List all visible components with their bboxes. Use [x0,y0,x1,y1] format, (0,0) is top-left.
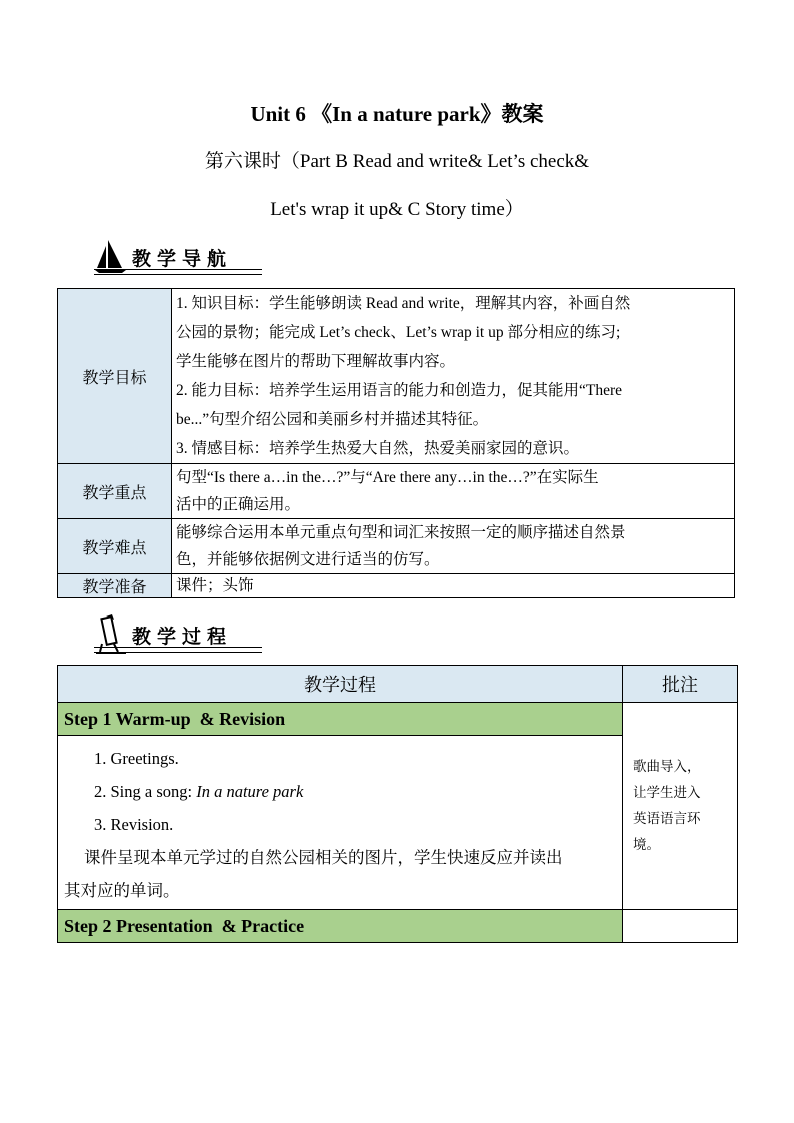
song-title: In a nature park [196,782,304,801]
objectives-header: 教学目标 [58,289,172,464]
preparation-row [58,574,735,598]
difficulties-content [172,519,735,574]
objectives-row [58,289,735,464]
step2-notes [623,910,738,943]
step2-title: Step 2 Presentation & Practice [58,910,623,943]
difficulties-line: 色，并能够依据例文进行适当的仿写。 [176,551,440,568]
greetings-item: 1. Greetings. [94,749,179,768]
objectives-line: 3. 情感目标：培养学生热爱大自然，热爱美丽家园的意识。 [176,440,580,457]
preparation-header: 教学准备 [58,574,172,598]
teaching-navigation-banner [92,236,262,278]
process-header-row [58,666,738,703]
banner-underline [94,269,262,275]
document-title: Unit 6 《In a nature park》教案 [250,102,544,126]
objectives-line: 1. 知识目标：学生能够朗读 Read and write，理解其内容，补画自然 [176,295,631,312]
banner-underline [94,647,262,653]
step1-content [58,736,623,910]
objectives-line: 公园的景物；能完成 Let’s check、Let’s wrap it up 部分相应的练习; [176,324,621,341]
sing-song-item [64,775,616,808]
lesson-subtitle-line1: 第六课时（Part B Read and write& Let’s check& [204,151,590,172]
step2-title-row [58,910,738,943]
key-points-line: 句型“Is there a…in the…?”与“Are there any…in the…?”在实际生 [176,469,599,486]
step1-title: Step 1 Warm-up & Revision [58,703,623,736]
teaching-navigation-label: 教学导航 [132,248,233,270]
teaching-process-banner [92,614,262,656]
difficulties-line: 能够综合运用本单元重点句型和词汇来按照一定的顺序描述自然景 [176,524,626,541]
teaching-process-label: 教学过程 [132,626,233,648]
difficulties-header: 教学难点 [58,519,172,574]
key-points-header: 教学重点 [58,464,172,519]
process-column-header: 教学过程 [58,666,623,703]
objectives-content [172,289,735,464]
sing-song-prefix: 2. Sing a song: [94,782,197,801]
step1-notes [623,703,738,910]
key-points-row [58,464,735,519]
teaching-goals-table [57,288,735,598]
objectives-line: 2. 能力目标：培养学生运用语言的能力和创造力，促其能用“There [176,382,623,399]
preparation-content: 课件；头饰 [172,574,735,598]
lesson-subtitle-line2: Let's wrap it up& C Story time） [270,199,524,220]
key-points-content [172,464,735,519]
revision-description-line: 其对应的单词。 [64,881,180,900]
note-line: 歌曲导入， [633,759,701,775]
revision-description-line: 课件呈现本单元学过的自然公园相关的图片，学生快速反应并读出 [84,848,563,867]
step1-title-row [58,703,738,736]
difficulties-row [58,519,735,574]
notes-column-header: 批注 [623,666,738,703]
objectives-line: be...”句型介绍公园和美丽乡村并描述其特征。 [176,411,489,428]
teaching-process-table [57,665,738,943]
objectives-line: 学生能够在图片的帮助下理解故事内容。 [176,353,456,370]
note-line: 境。 [633,837,660,853]
revision-item: 3. Revision. [94,815,174,834]
key-points-line: 活中的正确运用。 [176,496,301,513]
note-line: 让学生进入 [633,785,701,801]
note-line: 英语语言环 [633,811,701,827]
